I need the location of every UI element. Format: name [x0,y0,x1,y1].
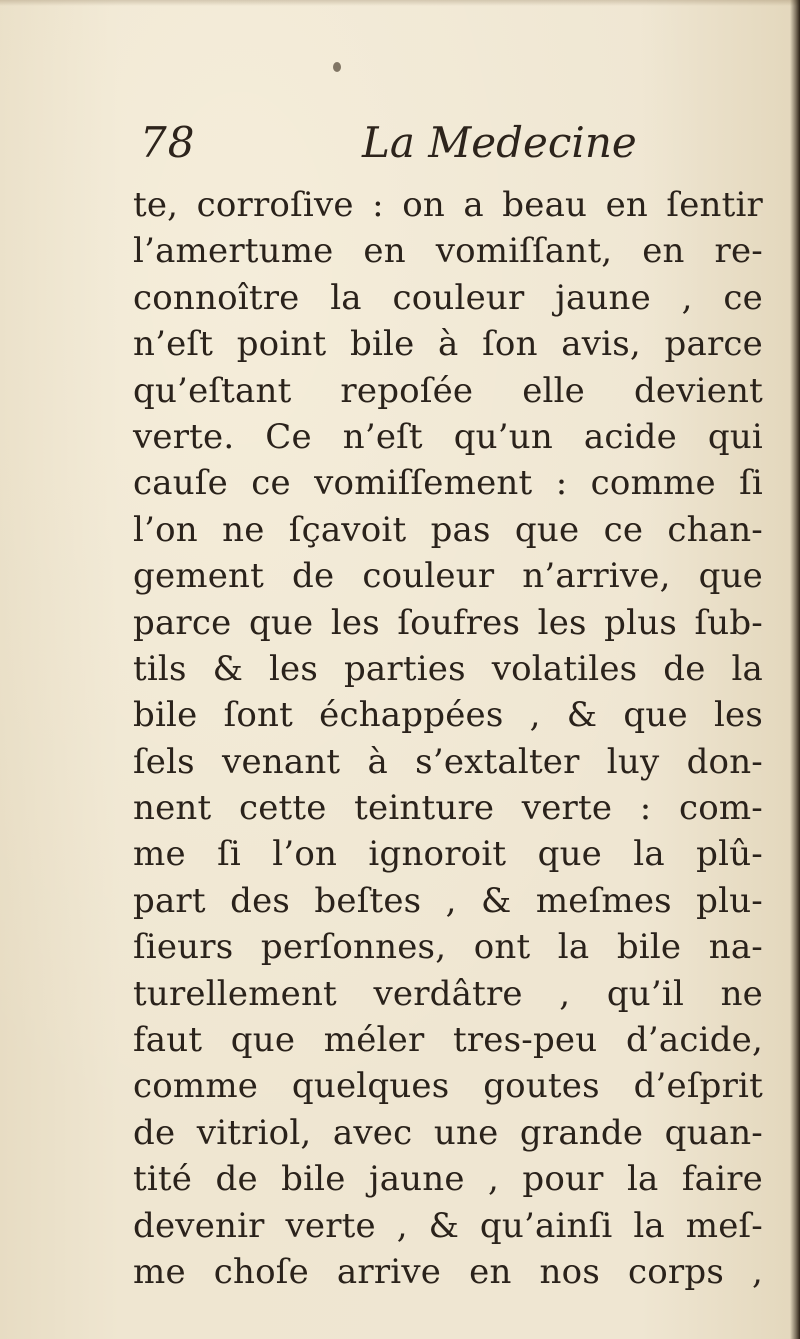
text-line: te, corroſive : on a beau en ſentir [133,185,763,225]
text-line: tils & les parties volatiles de la [133,648,763,689]
text-line: parce que les ſoufres les plus ſub- [133,602,763,643]
page-number: 78 [140,118,196,167]
text-line: comme quelques goutes d’eſprit [133,1066,763,1107]
text-line: cauſe ce vomiſſement : comme ſi [133,463,763,504]
text-line: n’eſt point bile à ſon avis, parce [133,324,763,365]
text-line: verte. Ce n’eſt qu’un acide qui [133,416,763,457]
text-line: nent cette teinture verte : com- [133,788,763,829]
running-title: La Medecine [362,118,637,167]
page-top-edge [0,0,800,6]
text-line: bile ſont échappées , & que les [133,695,763,736]
text-line: connoître la couleur jaune , ce [133,277,763,318]
ink-blot [333,62,341,72]
text-line: de vitriol, avec une grande quan- [133,1112,763,1153]
body-text [133,182,763,1295]
text-line: ſels venant à s’extalter luy don- [133,741,763,782]
text-line: l’on ne ſçavoit pas que ce chan- [133,509,763,550]
text-line: faut que méler tres-peu d’acide, [133,1020,763,1061]
text-line: l’amertume en vomiſſant, en re- [133,231,763,272]
text-line: me ſi l’on ignoroit que la plû- [133,834,763,875]
text-line: turellement verdâtre , qu’il ne [133,973,763,1014]
page-binding-edge [790,0,800,1339]
text-line: tité de bile jaune , pour la faire [133,1159,763,1200]
text-line: gement de couleur n’arrive, que [133,556,763,597]
page-header [140,118,760,178]
text-line: qu’eſtant repoſée elle devient [133,370,763,411]
text-line: ſieurs perſonnes, ont la bile na- [133,927,763,968]
text-line: me choſe arrive en nos corps , [133,1251,763,1292]
text-line: devenir verte , & qu’ainſi la meſ- [133,1205,763,1246]
text-line: part des beſtes , & meſmes plu- [133,880,763,921]
